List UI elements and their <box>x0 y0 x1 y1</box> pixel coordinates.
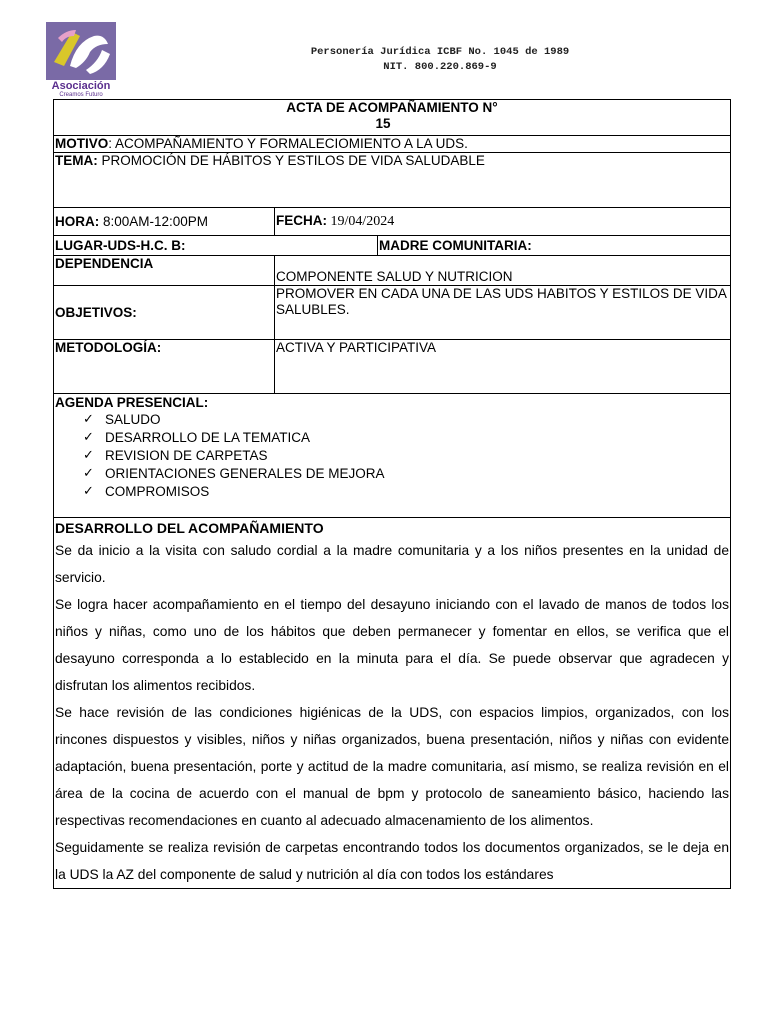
agenda-label: AGENDA PRESENCIAL: <box>55 395 209 410</box>
metodologia-label-cell <box>54 340 275 394</box>
checkmark-icon: ✓ <box>83 484 94 499</box>
agenda-cell <box>54 394 731 518</box>
lugar-label: LUGAR-UDS-H.C. B: <box>55 237 186 253</box>
legal-registration: Personería Jurídica ICBF No. 1045 de 1989 <box>310 46 570 58</box>
desarrollo-paragraph: Se da inicio a la visita con saludo cordial a la madre comunitaria y a los niños presentes en la unidad de servicio. <box>55 543 729 585</box>
desarrollo-paragraph: Se logra hacer acompañamiento en el tiempo del desayuno iniciando con el lavado de manos de todos los niños y niñas, como uno de los hábitos que deben permanecer y fomentar en ellos, se verifica que el desayuno corresponda a lo establecido en la minuta para el día. Se puede observar que agradecen y disfrutan los alimentos recibidos. <box>55 597 729 693</box>
checkmark-icon: ✓ <box>83 430 94 445</box>
desarrollo-label: DESARROLLO DEL ACOMPAÑAMIENTO <box>55 520 324 536</box>
objetivos-label-cell <box>54 286 275 340</box>
hora-cell <box>54 208 275 236</box>
objetivos-label: OBJETIVOS: <box>55 304 137 320</box>
tema-value: PROMOCIÓN DE HÁBITOS Y ESTILOS DE VIDA SALUDABLE <box>97 153 485 168</box>
logo-name: Asociación <box>51 80 111 92</box>
hora-value: 8:00AM-12:00PM <box>99 213 209 229</box>
desarrollo-paragraph: Se hace revisión de las condiciones higiénicas de la UDS, con espacios limpios, organizados, con los rincones dispuestos y visibles, niños y niñas organizados, buena presentación, niños y niñas con evidente adaptación, buena presentación, porte y actitud de la madre comunitaria, así mismo, se realiza revisión en el área de la cocina de acuerdo con el manual de bpm y protocolo de saneamiento básico, haciendo las respectivas recomendaciones en cuanto al adecuado almacenamiento de los alimentos. <box>55 705 729 828</box>
checkmark-icon: ✓ <box>83 412 94 427</box>
motivo-value: : ACOMPAÑAMIENTO Y FORMALECIOMIENTO A LA UDS. <box>108 136 468 151</box>
tema-row <box>54 153 731 208</box>
fecha-value: 19/04/2024 <box>327 214 395 229</box>
dependencia-label-cell <box>54 256 275 286</box>
motivo-label: MOTIVO <box>55 136 109 151</box>
agenda-item: ✓ REVISION DE CARPETAS <box>83 448 268 463</box>
agenda-item: ✓ SALUDO <box>83 412 161 427</box>
agenda-item: ✓ COMPROMISOS <box>83 484 210 499</box>
metodologia-value-cell <box>275 340 731 394</box>
metodologia-value: ACTIVA Y PARTICIPATIVA <box>276 340 437 355</box>
motivo-row <box>54 136 731 153</box>
madre-label: MADRE COMUNITARIA: <box>379 237 532 253</box>
dependencia-value: COMPONENTE SALUD Y NUTRICION <box>276 269 513 284</box>
organization-logo <box>46 22 116 100</box>
objetivos-value: PROMOVER EN CADA UNA DE LAS UDS HABITOS Y ESTILOS DE VIDA SALUBLES. <box>276 286 727 317</box>
madre-cell <box>378 236 731 256</box>
agenda-list <box>55 411 729 501</box>
acta-number: 15 <box>375 116 391 131</box>
tax-id: NIT. 800.220.869-9 <box>383 61 497 73</box>
agenda-item: ✓ ORIENTACIONES GENERALES DE MEJORA <box>83 466 385 481</box>
desarrollo-paragraph: Seguidamente se realiza revisión de carpetas encontrando todos los documentos organizados, se le deja en la UDS la AZ del componente de salud y nutrición al día con todos los estándares <box>55 840 729 882</box>
dependencia-label: DEPENDENCIA <box>55 256 154 271</box>
checkmark-icon: ✓ <box>83 448 94 463</box>
logo-tagline: Creamos Futuro <box>59 92 103 98</box>
metodologia-label: METODOLOGÍA: <box>55 340 162 355</box>
fecha-label: FECHA: <box>276 213 327 228</box>
logo-emblem <box>46 22 116 80</box>
agenda-item: ✓ DESARROLLO DE LA TEMATICA <box>83 430 311 445</box>
hora-label: HORA: <box>55 213 100 229</box>
dependencia-value-cell <box>275 256 731 286</box>
checkmark-icon: ✓ <box>83 466 94 481</box>
acta-table <box>53 99 731 889</box>
fecha-cell <box>275 208 731 236</box>
tema-label: TEMA: <box>55 153 98 168</box>
desarrollo-cell <box>54 518 731 889</box>
acta-title-cell <box>54 100 731 136</box>
objetivos-value-cell <box>275 286 731 340</box>
acta-title: ACTA DE ACOMPAÑAMIENTO N° <box>286 100 498 115</box>
lugar-cell <box>54 236 378 256</box>
